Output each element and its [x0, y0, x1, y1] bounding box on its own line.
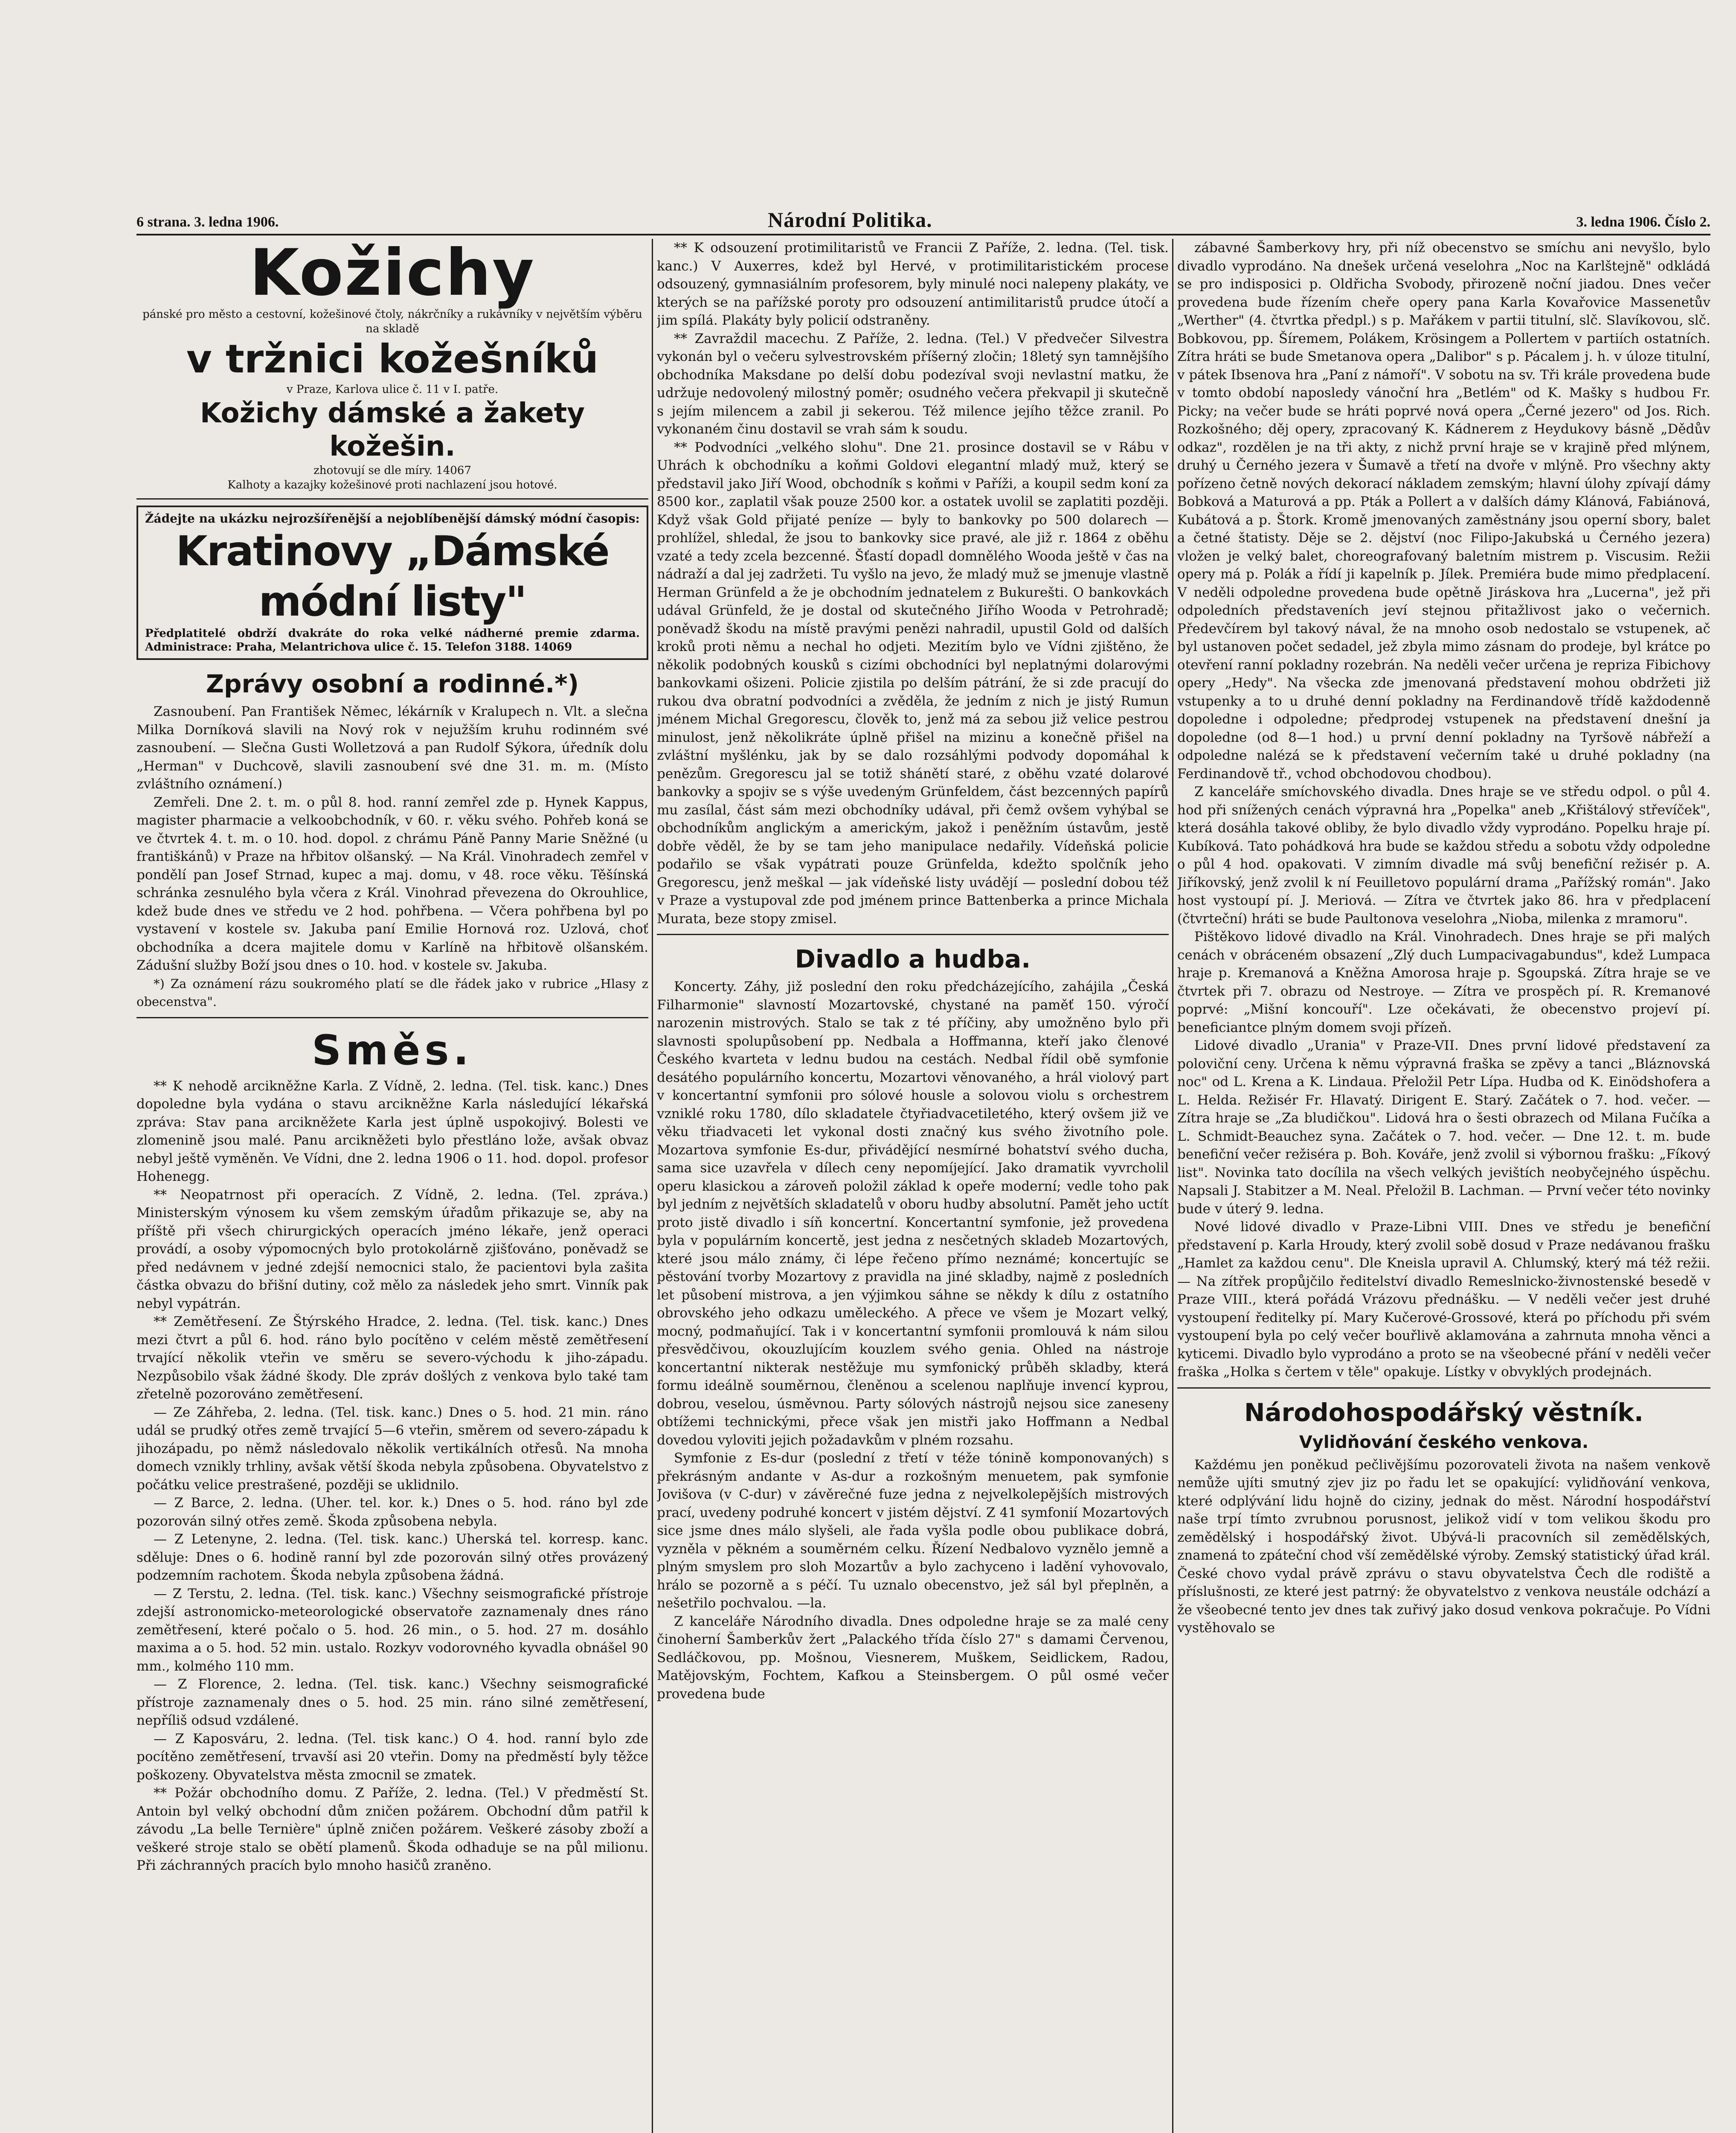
article-paragraph: ** K nehodě arcikněžne Karla. Z Vídně, 2. ledna. (Tel. tisk. kanc.) Dnes dopoledne byla vydána o stavu arcikněžne Karla následující lékařská zpráva: Stav pana arcikněžete Karla jest úplně uspokojivý. Bolesti ve zlomenině jsou malé. Panu arcikněžeti bylo přestláno lože, avšak obvaz nebyl ještě vyměněn. Ve Vídni, dne 2. ledna 1906 o 11. hod. dopol. profesor Hohenegg. [136, 1078, 648, 1184]
section-heading: Divadlo a hudba. [795, 944, 1031, 974]
article-paragraph: ** Podvodníci „velkého slohu". Dne 21. prosince dostavil se v Rábu v Uhrách k obchodníku a koňmi Goldovi elegantní mladý muž, který se představil jako Jiří Wood, obchodník s koňmi v Paříži, a koupil sedm koní za 8500 kor., zaplatil však pouze 2500 kor. a ostatek uvolil se zaplatiti později. Když však Gold přijaté peníze — byly to bankovky po 500 dolarech — prohlížel, shledal, že jsou to bankovky sice pravé, ale již r. 1864 z oběhu vzaté a tedy zcela bezcenné. Šťastí dopadl domnělého Wooda ještě v čas na nádraží a dal jej zadržeti. Tu vyšlo na jevo, že mladý muž se jmenuje vlastně Herman Grünfeld a že je obchodním jednatelem z Bukurešti. O bankovkách udával Grünfeld, že je dostal od skutečného Jiřího Wooda v Petrohradě; poněvadž škodu na místě pravými penězi nahradil, upustil Gold od dalších kroků proti němu a nechal ho odjeti. Mezitím bylo ve Vídni zjištěno, že několik podobných kousků s cizími obchodníci byl neplatnými dolarovými bankovkami ošizeni. Policie zjistila po delším pátrání, že si zde pracují do rukou dva obratní podvodníci a zvěděla, že jedním z nich je jistý Rumun jménem Michal Gregorescu, člověk to, jenž má za sebou již velice pestrou minulost, jenž několikráte úplně přišel na mizinu a konečně přišel na zvláštní myšlénku, jak by se dalo rozsáhlými podvody dopomáhal k penězům. Gregorescu jal se totiž shánětí staré, z oběhu vzaté dolarové bankovky a spojiv se s výše uvedeným Grünfeldem, část bezcenných papírů mu zasílal, část sám mezi obchodníky udával, při čemž ovšem vyhýbal se obchodníkům anglickým a americkým, jakož i peněžním ústavům, jestě dobře věděl, že by se tam jeho manipulace nedařily. Vídeňská policie podařilo se však vypátrati pouze Grünfelda, kdežto spolčník jeho Gregorescu, jenž meškal — jak vídeňské listy uvádějí — poslední dobou též v Praze a vystupoval zde pod jménem prince Battenberka a prince Michala Murata, beze stopy zmisel. [657, 439, 1169, 927]
advert-line: pánské pro město a cestovní, kožešinové čtoly, nákrčníky a rukávníky v největším výběru na skladě [142, 308, 642, 335]
advert-title: Kratinovy „Dámské módní listy" [176, 527, 609, 625]
article-paragraph: Každému jen poněkud pečlivějšímu pozorovateli života na našem venkově nemůže ujíti smutný zjev jiz po řadu let se opakující: vylidňování venkova, které odplývání lidu hojně do ciziny, jednak do měst. Národní hospodářství naše trpí tímto zvrubnou porusnost, jelikož vidí v tom velikou škodu pro zemědělský i hospodářský život. Ubývá-li pracovních sil zemědělských, znamená to zpáteční chod vší zemědělské výroby. Zemský statistický úřad král. České chovo vydal právě zprávu o stavu obyvatelstva Čech dle rodiště a příslušnosti, ze které jest patrný: že obyvatelstvo z venkova neustále odchází a že všeobecné tento jev dnes tak zuřivý jako dosud venkova pokračuje. Po Vídni vystěhovalo se [1177, 1457, 1710, 1636]
section-heading: Zprávy osobní a rodinné.*) [206, 669, 579, 698]
advert-title: Kožichy [250, 239, 535, 310]
page-header [136, 206, 1710, 235]
article-paragraph: Koncerty. Záhy, již poslední den roku předcházejícího, zahájila „Česká Filharmonie" slavností Mozartovské, chystané na paměť 150. výročí narozenin mistrových. Stalo se tak z té příčiny, aby umožněno bylo při slavnosti spolupůsobení pp. Nedbala a Hoffmanna, kteří jako členové Českého kvarteta v lednu budou na cestách. Nedbal řídil obě symfonie desátého populárního koncertu, Mozartovi věnovaného, a hrál violový part v koncertantní symfonii pro sólové housle a solovou violu s orchestrem vzniklé roku 1780, dílo skladatele čtyřiadvacetiletého, který ovšem již ve věku třiadvaceti let vykonal dosti značný kus svého životního pole. Mozartova symfonie Es-dur, přivádějící nesmírné bohatství svého ducha, sama sice uzavřela v dílech ceny nepomíjející. Jako dramatik vyvrcholil operu klasickou a zároveň položil základ k opeře moderní; vedle toho pak byl jedním z největších skladatelů v oboru hudby absolutní. Pamět jeho uctít proto jistě divadlo i síň koncertní. Koncertantní symfonie, jež provedena byla v populárním koncertě, jest jedna z nesčetných skladeb Mozartových, které jsou málo známy, či lépe řečeno přímo neznámé; koncertujíc se pěstování tvorby Mozartovy z pravidla na jiné skladby, najmě z posledních let působení mistrova, a jen výjimkou sáhne se někdy k dílu z ostatního obrovského jeho odkazu uměleckého. A přece ve všem je Mozart velký, mocný, podmaňující. Tak i v koncertantní symfonii promlouvá k nám silou přesvědčivou, okouzlujícím kouzlem svého genia. Ohled na nástroje koncertantní nikterak nestěžuje mu symfonický průběh skladby, která formu ideálně souměrnou, členěnou a scelenou naplňuje invencí kyprou, dobrou, veselou, úsměvnou. Party sólových nástrojů nejsou sice zaneseny obtížemi technickými, přece však jen mistři jako Hoffmann a Nedbal dovedou vyloviti jejich požadavkům v plném rozsahu. [657, 979, 1169, 1448]
article-paragraph: — Z Barce, 2. ledna. (Uher. tel. kor. k.) Dnes o 5. hod. ráno byl zde pozorován silný otřes země. Škoda způsobena nebyla. [136, 1495, 648, 1529]
article-paragraph: Z kanceláře smíchovského divadla. Dnes hraje se ve středu odpol. o půl 4. hod při snížených cenách výpravná hra „Popelka" aneb „Křištálový střevíček", která dosáhla takové obliby, že bylo divadlo vždy vyprodáno. Popelku hraje pí. Kubíková. Tato pohádková hra bude se každou středu a sobotu vždy odpoledne o půl 4 hod. opakovati. V zimním divadle má svůj benefiční režisér p. A. Jiříkovský, jenž zvolil k ní Feuilletovo populární drama „Pařížský román". Jako host vystoupí pí. J. Meriová. — Zítra ve čtvrtek jako 86. hra v předplacení (čtvrteční) hráti se bude Paultonova veselohra „Nioba, milenka z mramoru". [1177, 784, 1710, 927]
article-paragraph: — Ze Záhřeba, 2. ledna. (Tel. tisk. kanc.) Dnes o 5. hod. 21 min. ráno udál se prudký otřes země trvající 5—6 vteřin, směrem od severo-západu k jihozápadu, po němž následovalo několik vertikálních otřesů. Na mnoha domech vznikly trhliny, avšak větší škoda nebyla způsobena. Obyvatelstvo z počátku velice prestrašené, později se uklidnilo. [136, 1404, 648, 1493]
article-paragraph: Zasnoubení. Pan František Němec, lékárník v Kralupech n. Vlt. a slečna Milka Dorníková slavili na Nový rok v nejužším kruhu rodinném své zasnoubení. — Slečna Gusti Wolletzová a pan Rudolf Sýkora, úředník dolu „Herman" v Duchcově, slavili zasnoubení své dne 31. m. m. (Místo zvláštního oznámení.) [136, 704, 648, 792]
column-3 [1177, 239, 1710, 2133]
article-paragraph: Zemřeli. Dne 2. t. m. o půl 8. hod. ranní zemřel zde p. Hynek Kappus, magister pharmacie a velkoobchodník, v 60. r. věku svého. Pohřeb koná se ve čtvrtek 4. t. m. o 10. hod. dopol. z chrámu Páně Panny Marie Sněžné (u františkánů) v Praze na hřbitov olšanský. — Na Král. Vinohradech zemřel v pondělí pan Josef Strnad, kupec a maj. domu, v 48. roce věku. Těšínská schránka zesnulého byla včera z Král. Vinohrad převezena do Okrouhlice, kdež bude dnes ve středu ve 2 hod. pohřbena. — Včera pohřbena byl po vystavení v kostele sv. Jakuba paní Emilie Hornová roz. Uzlová, choť obchodníka a dcera majitele domu v Karlíně na hřbitově olšanském. Zádušní služby Boží jsou dnes o 10. hod. v kostele sv. Jakuba. [136, 794, 648, 973]
advert-kozichy [136, 239, 648, 500]
article-paragraph: — Z Florence, 2. ledna. (Tel. tisk. kanc.) Všechny seismografické přístroje zaznamenaly dnes o 5. hod. 25 min. ráno silné zemětřesení, nepříliš odsud vzdálené. [136, 1677, 648, 1728]
header-date-left: 6 strana. 3. ledna 1906. [136, 214, 279, 230]
column-rule [1172, 239, 1173, 2133]
article-paragraph: Lidové divadlo „Urania" v Praze-VII. Dnes první lidové představení za poloviční ceny. Určena k němu výpravná fraška se zpěvy a tanci „Bláznovská noc" od L. Krena a K. Lindaua. Přeložil Petr Lípa. Hudba od K. Einödshofera a L. Helda. Režisér Fr. Hlavatý. Dirigent E. Starý. Začátek o 7. hod. večer. — Zítra hraje se „Za bludičkou". Lidová hra o šesti obrazech od Milana Fučíka a L. Schmidt-Beauchez syna. Začátek o 7. hod. večer. — Dne 12. t. m. bude benefiční večer režiséra p. Boh. Kováře, jenž zvolil si výbornou frašku: „Fíkový list". Novinka tato docílila na všech velkých jevištích neobyčejného úspěchu. Napsali J. Stabitzer a M. Neal. Přeložil B. Lachman. — První večer této novinky bude v úterý 9. ledna. [1177, 1038, 1710, 1217]
divider [657, 934, 1169, 935]
column-1 [136, 239, 648, 2133]
section-heading: Národohospodářský věstník. [1244, 1398, 1644, 1427]
divider [136, 1017, 648, 1018]
footnote: *) Za oznámení rázu soukromého platí se dle řádek jako v rubrice „Hlasy z obecenstva". [136, 976, 648, 1009]
advert-line: zhotovují se dle míry. 14067 [314, 464, 471, 477]
article-paragraph: Nové lidové divadlo v Praze-Libni VIII. Dnes ve středu je benefiční představení p. Karla Hroudy, který zvolil sobě dosud v Praze nedávanou frašku „Hamlet za každou cenu". Dle Kneisla upravil A. Chlumský, který má též režii. — Na zítřek propůjčilo ředitelství divadlo Remeslnicko-živnostenské besedě v Praze VIII., která pořádá Vrázovu přednášku. — V neděli večer jest druhé vystoupení ředitelky pí. Mary Kučerové-Grossové, která po příchodu při svém vystoupení byla po celý večer bouřlivě aklamována a zahrnuta mnoha věnci a kyticemi. Divadlo bylo vyprodáno a proto se na všeobecné přání v neděli večer fraška „Holka s čertem v těle" opakuje. Lístky v obvyklých prodejnách. [1177, 1219, 1710, 1380]
article-paragraph: ** Neopatrnost při operacích. Z Vídně, 2. ledna. (Tel. zpráva.) Ministerským výnosem ku všem zemským úřadům přikazuje se, aby na příště při všech chirurgických operacích jméno lékaře, jenž operaci provádí, a osoby výpomocných bylo protokolárně zjišťováno, poněvadž se před nedávnem v jedné zdejší nemocnici stalo, že pacientovi byla zašita částka obvazu do břišní dutiny, což mělo za následek jeho smrt. Vinník pak nebyl vypátrán. [136, 1187, 648, 1311]
article-paragraph: Symfonie z Es-dur (poslední z třetí v téže tónině komponovaných) s překrásným andante v As-dur a rozkošným menuetem, pak symfonie Jovišova (v C-dur) v závěrečné fuze jedna z nejvelkolepějších mistrových prací, uvedeny podruhé koncert v jistém dějství. Z 41 symfonií Mozartových sice jsme dnes málo slyšeli, ale řada vyšla podle obou publikace dobrá, vyzněla v pěkném a souměrném celku. Řízení Nedbalovo vyznělo jemně a plným smyslem pro sloh Mozartův a bylo zachyceno i ladění vyhovovalo, hrálo se pozorně a s péčí. Tu uznalo obecenstvo, jež sál byl přeplněn, a nešetřilo pochvalou. —la. [657, 1450, 1169, 1611]
section-heading: Směs. [312, 1026, 473, 1074]
advert-kratinovy [136, 506, 648, 660]
advert-line: Kalhoty a kazajky kožešinové proti nachlazení jsou hotové. [227, 479, 557, 491]
section-subheading: Vylidňování českého venkova. [1299, 1432, 1589, 1452]
column-2 [657, 239, 1169, 2133]
article-paragraph: — Z Kaposváru, 2. ledna. (Tel. tisk kanc.) O 4. hod. ranní bylo zde pocítěno zemětřesení, trvavší asi 20 vteřin. Domy na předměstí byly těžce poškozeny. Obyvatelstva města zmocnil se zmatek. [136, 1731, 648, 1783]
advert-line: Předplatitelé obdrží dvakráte do roka velké nádherné premie zdarma. Administrace: Praha, Melantrichova ulice č. 15. Telefon 3188. 14069 [145, 627, 640, 654]
newspaper-title: Národní Politika. [768, 208, 932, 232]
advert-title-2: v tržnici kožešníků [186, 336, 599, 382]
advert-title-3: Kožichy dámské a žakety kožešin. [200, 398, 585, 462]
article-paragraph: ** Zavraždil macechu. Z Paříže, 2. ledna. (Tel.) V předvečer Silvestra vykonán byl o večeru sylvestrovském příšerný zločin; 18letý syn tamnějšího obchodníka Maksdane po delší dobu podezíval svoji nevlastní matku, že udržuje nedovolený milostný poměr; osudného večera překvapil ji skutečně s jejím milencem a zabil ji sekerou. Též milence jejího těžce zranil. Po vykonaném činu dostavil se vrah sám k soudu. [657, 331, 1169, 437]
article-paragraph: Z kanceláře Národního divadla. Dnes odpoledne hraje se za malé ceny činoherní Šamberkův žert „Palackého třída číslo 27" s damami Červenou, Sedláčkovou, pp. Mošnou, Viesnerem, Muškem, Seidlickem, Radou, Matějovským, Fochtem, Kafkou a Steinsbergem. O půl osmé večer provedena bude [657, 1613, 1169, 1702]
article-paragraph: ** Zemětřesení. Ze Štýrského Hradce, 2. ledna. (Tel. tisk. kanc.) Dnes mezi čtvrt a půl 6. hod. ráno bylo pocítěno v celém městě zemětřesení trvající několik vteřin ve směru se severo-východu k jiho-západu. Nezpůsobilo však žádné škody. Dle zpráv došlých z venkova bylo také tam zřetelně pozorováno zemětřesení. [136, 1314, 648, 1402]
article-paragraph: — Z Letenyne, 2. ledna. (Tel. tisk. kanc.) Uherská tel. korresp. kanc. sděluje: Dnes o 6. hodině ranní byl zde pozorován silný otřes provázený podzemním rachotem. Škoda nebyla způsobena žádná. [136, 1531, 648, 1583]
header-issue-right: 3. ledna 1906. Číslo 2. [1576, 214, 1710, 230]
advert-address: v Praze, Karlova ulice č. 11 v I. patře. [286, 383, 499, 396]
divider [1177, 1387, 1710, 1389]
article-paragraph: ** Požár obchodního domu. Z Paříže, 2. ledna. (Tel.) V předměstí St. Antoin byl velký obchodní dům zničen požárem. Obchodní dům patřil k závodu „La belle Ternière" úplně zničen požárem. Veškeré zásoby zboží a veškeré stroje stalo se obětí plamenů. Škoda odhaduje se na půl milionu. Při záchranných pracích bylo mnoho hasičů zraněno. [136, 1785, 648, 1873]
article-paragraph: zábavné Šamberkovy hry, při níž obecenstvo se smíchu ani nevyšlo, bylo divadlo vyprodáno. Na dnešek určená veselohra „Noc na Karlštejně" odkládá se pro indisposici p. Oldřicha Svobody, přirozeně noční jiadou. Dnes večer provedena bude řízením cheře opery pana Karla Kovařovice Massenetův „Werther" (4. čtvrtka předpl.) s p. Mařákem v partii titulní, slč. Slavíkovou, slč. Bobkovou, pp. Šíremem, Polákem, Krösingem a Pollertem v partiích ostatních. Zítra hráti se bude Smetanova opera „Dalibor" s p. Pácalem j. h. v úloze titulní, v pátek Ibsenova hra „Paní z námoří". V sobotu na sv. Tři krále provedena bude v tomto období naposledy vánoční hra „Betlém" od K. Mašky s hudbou Fr. Picky; na večer bude se hráti poprvé nová opera „Černé jezero" od Jos. Rich. Rozkošného; děj opery, zpracovaný K. Kádnerem z Heydukovy básně „Dědův odkaz", rozdělen je na tři akty, z nichž první hraje se v krajině před mlýnem, druhý u Černého jezera v Šumavě a třetí na dvoře v mlýně. Pro všechny akty pořízeno četně nových dekorací nákladem zemským; hlavní úlohy zpívají dámy Bobková a Maturová a pp. Pták a Pollert a v dalších dámy Klánová, Fabiánová, Kubátová a p. Štork. Kromě jmenovaných zaměstnány jsou operní sbory, balet a četné štatisty. Děje se 2. dějství (noc Filipo-Jakubská u Černého jezera) vložen je velký balet, choreografovaný baletním mistrem p. Viscusim. Režii opery má p. Polák a řídí ji kapelník p. Jílek. Premiéra bude mimo předplacení. V neděli odpoledne provedena bude opětně Jiráskova hra „Lucerna", jež při odpoledních představeních jeví stejnou přitažlivost jako o večernich. Předevčírem byl takový nával, že na mnoho osob nedostalo se vstupenek, ač byl ustanoven počet sedadel, jež zbyla mimo zásnam do prodeje, byl krátce po otevření ranní pokladny rozebrán. Na neděli večer určena je repriza Fibichovy opery „Hedy". Na všecka zde jmenovaná představení mohou obdržeti již vstupenky a to u druhé denní pokladny na Ferdinandově třídě každodenně dopoledne i odpoledne; předprodej vstupenek na představení dnešní ja dopoledne (od 8—1 hod.) u první denní pokladny na Tyršově nábřeží a odpoledne nalézá se k představení večerním také u druhé pokladny (na Ferdinandově tř., vchod obchodovou chodbou). [1177, 240, 1710, 782]
advert-line: Žádejte na ukázku nejrozšířenější a nejoblíbenější dámský módní časopis: [145, 511, 640, 526]
column-rule [652, 239, 653, 2133]
article-paragraph: ** K odsouzení protimilitaristů ve Francii Z Paříže, 2. ledna. (Tel. tisk. kanc.) V Auxerres, kdež byl Hervé, v protimilitaristickém procese odsouzený, gymnasiálním profesorem, byly minulé noci nalepeny plakáty, ve kterých se na pařížské poroty pro odsouzení antimilitaristů prudce útočí a jim spílá. Plakáty byly policií odstraněny. [657, 240, 1169, 328]
article-paragraph: — Z Terstu, 2. ledna. (Tel. tisk. kanc.) Všechny seismografické přístroje zdejší astronomicko-meteorologické observatoře zaznamenaly dnes ráno zemětřesení, které počalo o 5. hod. 26 min., o 5. hod. 27 m. dosáhlo maxima a o 5. hod. 52 min. ustalo. Rozkyv vodorovného kyvadla obnášel 90 mm., kolmého 110 mm. [136, 1586, 648, 1674]
article-paragraph: Pištěkovo lidové divadlo na Král. Vinohradech. Dnes hraje se při malých cenách v obráceném obsazení „Zlý duch Lumpacivagabundus", kdež Lumpaca hraje p. Kremanová a Kněžna Amorosa hraje p. Sgoupská. Zítra hraje se ve čtvrtek při 7. obrazu od Nestroye. — Zítra ve prospěch pí. R. Kremanové poprvé: „Mišní koncouří". Lze očekávati, že obecenstvo projeví pí. beneficiantce plným domem svoji přízeň. [1177, 929, 1710, 1035]
